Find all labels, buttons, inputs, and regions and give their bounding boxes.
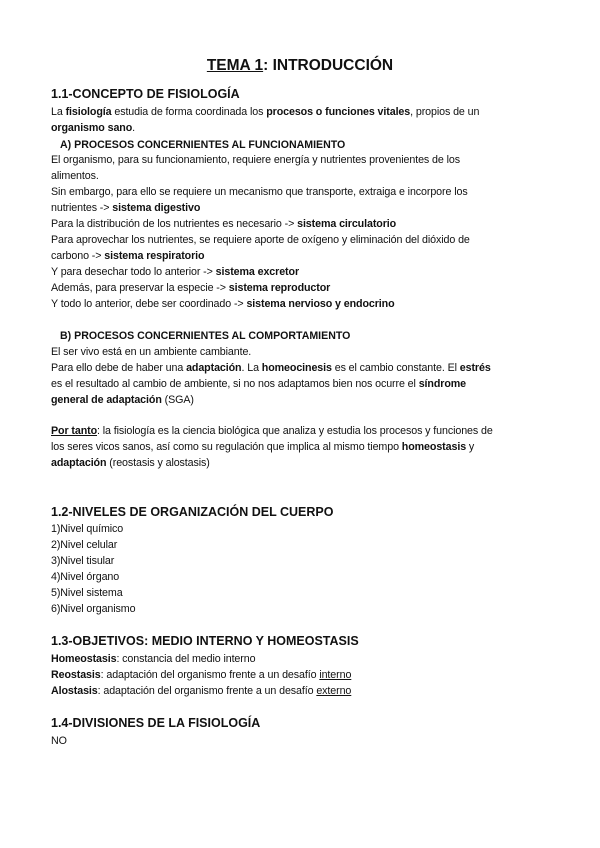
list-item: 4)Nivel órgano (51, 571, 120, 583)
title-topic: TEMA 1 (206, 57, 264, 74)
page-title (0, 57, 600, 75)
section-heading-objetivos: 1.3-OBJETIVOS: MEDIO INTERNO Y HOMEOSTASIS (51, 634, 359, 648)
subsection-heading-comportamiento: B) PROCESOS CONCERNIENTES AL COMPORTAMIENTO (60, 330, 351, 342)
comportamiento-line-1: El ser vivo está en un ambiente cambiante. (51, 346, 252, 358)
conclusion-line-1: Por tanto: la fisiología es la ciencia biológica que analiza y estudia los procesos y funciones de (51, 425, 493, 437)
list-item: 6)Nivel organismo (51, 603, 136, 615)
list-item: 2)Nivel celular (51, 539, 118, 551)
conclusion-line-3: adaptación (reostasis y alostasis) (51, 457, 210, 469)
list-item: 5)Nivel sistema (51, 587, 123, 599)
section-heading-concepto: 1.1-CONCEPTO DE FISIOLOGÍA (51, 87, 240, 101)
funcionamiento-line-8: Y para desechar todo lo anterior -> sistema excretor (51, 266, 299, 278)
funcionamiento-line-10: Y todo lo anterior, debe ser coordinado -> sistema nervioso y endocrino (51, 298, 395, 310)
list-item: 3)Nivel tisular (51, 555, 115, 567)
funcionamiento-line-9: Además, para preservar la especie -> sistema reproductor (51, 282, 331, 294)
objetivos-line-homeostasis: Homeostasis: constancia del medio interno (51, 653, 256, 665)
objetivos-line-alostasis: Alostasis: adaptación del organismo frente a un desafío externo (51, 685, 352, 697)
list-item: 1)Nivel químico (51, 523, 124, 535)
subsection-heading-funcionamiento: A) PROCESOS CONCERNIENTES AL FUNCIONAMIENTO (60, 139, 346, 151)
comportamiento-line-3: es el resultado al cambio de ambiente, si no nos adaptamos bien nos ocurre el síndrome (51, 378, 466, 390)
funcionamiento-line-6: Para aprovechar los nutrientes, se requiere aporte de oxígeno y eliminación del dióxido de (51, 234, 470, 246)
intro-line-2: organismo sano. (51, 122, 136, 134)
title-subject: : INTRODUCCIÓN (263, 57, 394, 74)
funcionamiento-line-3: Sin embargo, para ello se requiere un mecanismo que transporte, extraiga e incorpore los (51, 186, 468, 198)
intro-line-1: La fisiología estudia de forma coordinada los procesos o funciones vitales, propios de un (51, 106, 480, 118)
funcionamiento-line-4: nutrientes -> sistema digestivo (51, 202, 201, 214)
funcionamiento-line-2: alimentos. (51, 170, 99, 182)
comportamiento-line-4: general de adaptación (SGA) (51, 394, 194, 406)
conclusion-line-2: los seres vicos sanos, así como su regulación que implica al mismo tiempo homeostasis y (51, 441, 475, 453)
funcionamiento-line-5: Para la distribución de los nutrientes es necesario -> sistema circulatorio (51, 218, 397, 230)
section-heading-divisiones: 1.4-DIVISIONES DE LA FISIOLOGÍA (51, 716, 261, 730)
funcionamiento-line-7: carbono -> sistema respiratorio (51, 250, 205, 262)
funcionamiento-line-1: El organismo, para su funcionamiento, requiere energía y nutrientes provenientes de los (51, 154, 460, 166)
section-heading-niveles: 1.2-NIVELES DE ORGANIZACIÓN DEL CUERPO (51, 505, 334, 519)
objetivos-line-reostasis: Reostasis: adaptación del organismo frente a un desafío interno (51, 669, 352, 681)
comportamiento-line-2: Para ello debe de haber una adaptación. La homeocinesis es el cambio constante. El estrés (51, 362, 491, 374)
divisiones-body: NO (51, 735, 67, 747)
